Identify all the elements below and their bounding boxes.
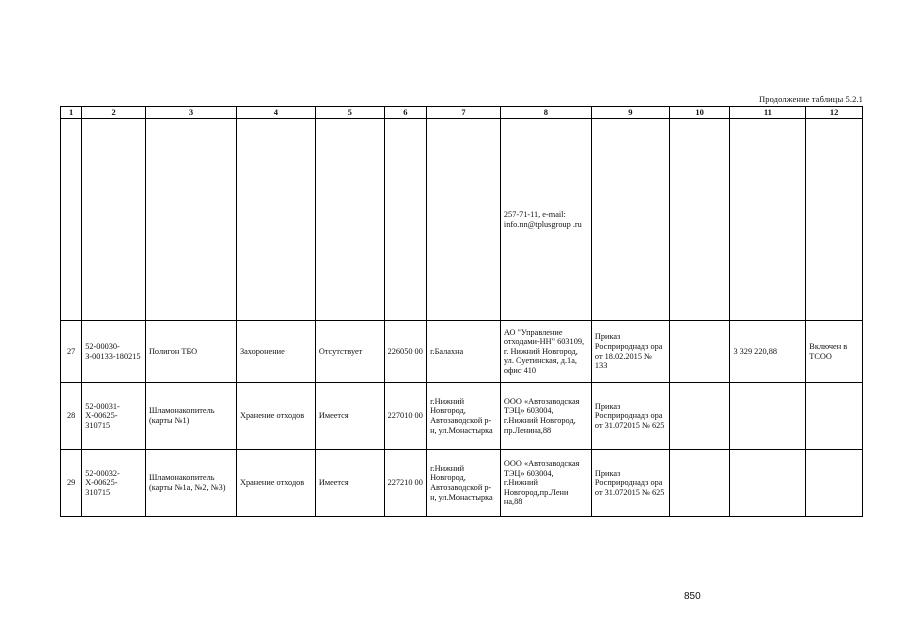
status-note: [806, 450, 863, 517]
operator: АО "Управление отходами-НН" 603109, г. Нижний Новгород, ул. Суетинская, д.1а, офис 410: [500, 321, 591, 383]
table-cell: [61, 119, 82, 321]
row-number: 29: [61, 450, 82, 517]
table-cell: [591, 119, 669, 321]
table-cell: [806, 119, 863, 321]
registry-number: 52-00032-Х-00625-310715: [82, 450, 146, 517]
amount: 3 329 220,88: [730, 321, 806, 383]
table-cell-owner: 257-71-11, e-mail: info.nn@tplusgroup .ru: [500, 119, 591, 321]
header-row: [61, 107, 863, 119]
impact-status: Отсутствует: [315, 321, 384, 383]
column-header: 7: [427, 107, 501, 119]
operator: ООО «Автозаводская ТЭЦ» 603004, г.Нижний Новгород, пр.Ленина,88: [500, 383, 591, 450]
column-header: 4: [236, 107, 315, 119]
table-cell: [730, 119, 806, 321]
table-row: [61, 321, 863, 383]
purpose: Хранение отходов: [236, 383, 315, 450]
table-cell: [669, 450, 730, 517]
column-header: 2: [82, 107, 146, 119]
column-header: 12: [806, 107, 863, 119]
table-cell: [315, 119, 384, 321]
order-document: Приказ Росприроднадз ора от 31.072015 № 625: [591, 450, 669, 517]
impact-status: Имеется: [315, 383, 384, 450]
object-name: Полигон ТБО: [145, 321, 236, 383]
table-cell: [82, 119, 146, 321]
row-number: 28: [61, 383, 82, 450]
row-number: 27: [61, 321, 82, 383]
column-header: 3: [145, 107, 236, 119]
table-cell: [384, 119, 426, 321]
object-name: Шламонакопитель (карты №1): [145, 383, 236, 450]
table-caption: Продолжение таблицы 5.2.1: [758, 94, 863, 104]
location: г.Нижний Новгород, Автозаводской р-н, ул.Монастырка: [427, 383, 501, 450]
registry-number: 52-00030-З-00133-180215: [82, 321, 146, 383]
column-header: 6: [384, 107, 426, 119]
column-header: 11: [730, 107, 806, 119]
order-document: Приказ Росприроднадз ора от 18.02.2015 № 133: [591, 321, 669, 383]
table-cell: [669, 321, 730, 383]
impact-status: Имеется: [315, 450, 384, 517]
amount: [730, 450, 806, 517]
column-header: 9: [591, 107, 669, 119]
page-number: 850: [684, 591, 701, 602]
table-row: [61, 383, 863, 450]
status-note: [806, 383, 863, 450]
location: г.Балахна: [427, 321, 501, 383]
oktmo-code: 227210 00: [384, 450, 426, 517]
operator: ООО «Автозаводская ТЭЦ» 603004, г.Нижний Новгород,пр.Лени на,88: [500, 450, 591, 517]
column-header: 10: [669, 107, 730, 119]
table-row: [61, 450, 863, 517]
amount: [730, 383, 806, 450]
table-cell: [669, 383, 730, 450]
data-table: [60, 106, 863, 517]
table-cell: [669, 119, 730, 321]
table-cell: [427, 119, 501, 321]
oktmo-code: 227010 00: [384, 383, 426, 450]
registry-number: 52-00031-Х-00625-310715: [82, 383, 146, 450]
column-header: 5: [315, 107, 384, 119]
order-document: Приказ Росприроднадз ора от 31.072015 № 625: [591, 383, 669, 450]
table-cell: [145, 119, 236, 321]
column-header: 1: [61, 107, 82, 119]
location: г.Нижний Новгород, Автозаводской р-н, ул.Монастырка: [427, 450, 501, 517]
column-header: 8: [500, 107, 591, 119]
purpose: Хранение отходов: [236, 450, 315, 517]
table-cell: [236, 119, 315, 321]
oktmo-code: 226050 00: [384, 321, 426, 383]
purpose: Захоронение: [236, 321, 315, 383]
table-row-continuation: [61, 119, 863, 321]
status-note: Включен в ТСОО: [806, 321, 863, 383]
object-name: Шламонакопитель (карты №1а, №2, №3): [145, 450, 236, 517]
